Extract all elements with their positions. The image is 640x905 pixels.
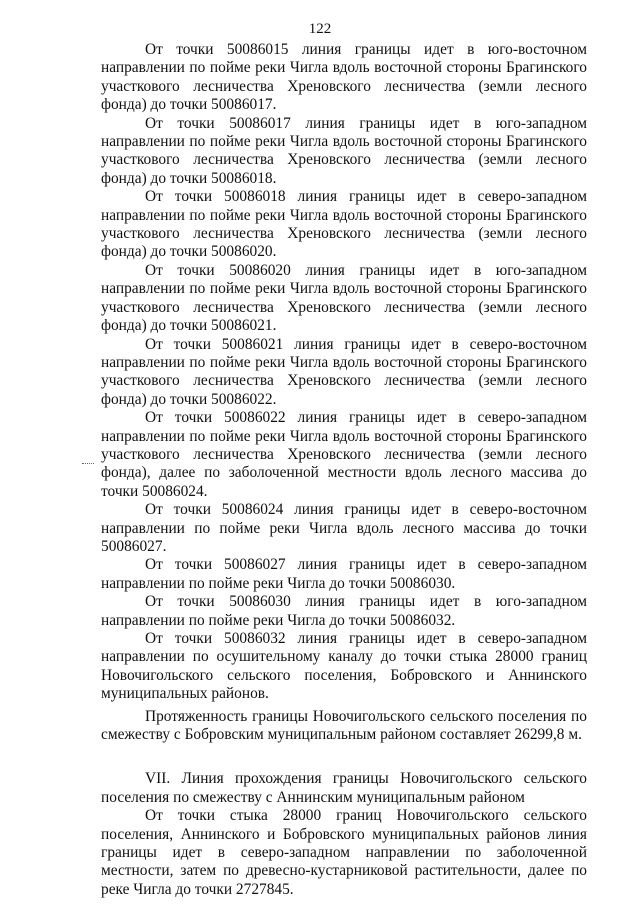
paragraph-point-50086032: От точки 50086032 линия границы идет в северо-западном направлении по осушительному каналу до точки стыка 28000 границ Новочигольского сельского поселения, Бобровского и Аннинского муниципальных районов. <box>101 630 587 703</box>
section-heading: VII. Линия прохождения границы Новочигольского сельского поселения по смежеству с Аннинским муниципальным районом <box>101 770 587 806</box>
document-body <box>101 41 587 899</box>
paragraph-point-50086021: От точки 50086021 линия границы идет в северо-восточном направлении по пойме реки Чигла вдоль восточной стороны Брагинского участкового лесничества Хреновского лесничества (земли лесного фонда) до точки 50086022. <box>101 335 587 408</box>
paragraph-point-50086030: От точки 50086030 линия границы идет в юго-западном направлении по пойме реки Чигла до точки 50086032. <box>101 593 587 629</box>
margin-mark <box>82 463 94 465</box>
paragraph-point-50086015: От точки 50086015 линия границы идет в юго-восточном направлении по пойме реки Чигла вдоль восточной стороны Брагинского участкового лесничества Хреновского лесничества (земли лесного фонда) до точки 50086017. <box>101 41 587 114</box>
paragraph-point-50086018: От точки 50086018 линия границы идет в северо-западном направлении по пойме реки Чигла вдоль восточной стороны Брагинского участкового лесничества Хреновского лесничества (земли лесного фонда) до точки 50086020. <box>101 188 587 261</box>
page-number: 122 <box>308 21 332 37</box>
paragraph-point-50086024: От точки 50086024 линия границы идет в северо-восточном направлении по пойме реки Чигла вдоль лесного массива до точки 50086027. <box>101 501 587 555</box>
paragraph-point-50086017: От точки 50086017 линия границы идет в юго-западном направлении по пойме реки Чигла вдоль восточной стороны Брагинского участкового лесничества Хреновского лесничества (земли лесного фонда) до точки 50086018. <box>101 114 587 187</box>
section-paragraph: От точки стыка 28000 границ Новочигольского сельского поселения, Аннинского и Бобровского муниципальных районов линия границы идет в северо-западном направлении по заболоченной местности, затем по древесно-кустарниковой растительности, далее по реке Чигла до точки 2727845. <box>101 807 587 898</box>
length-statement: Протяженность границы Новочигольского сельского поселения по смежеству с Бобровским муниципальным районом составляет 26299,8 м. <box>101 707 587 744</box>
paragraph-point-50086022: От точки 50086022 линия границы идет в северо-западном направлении по пойме реки Чигла вдоль восточной стороны Брагинского участкового лесничества Хреновского лесничества (земли лесного фонда), далее по заболоченной местности вдоль лесного массива до точки 50086024. <box>101 409 587 500</box>
paragraph-point-50086027: От точки 50086027 линия границы идет в северо-западном направлении по пойме реки Чигла до точки 50086030. <box>101 556 587 592</box>
paragraph-point-50086020: От точки 50086020 линия границы идет в юго-западном направлении по пойме реки Чигла вдоль восточной стороны Брагинского участкового лесничества Хреновского лесничества (земли лесного фонда) до точки 50086021. <box>101 261 587 335</box>
